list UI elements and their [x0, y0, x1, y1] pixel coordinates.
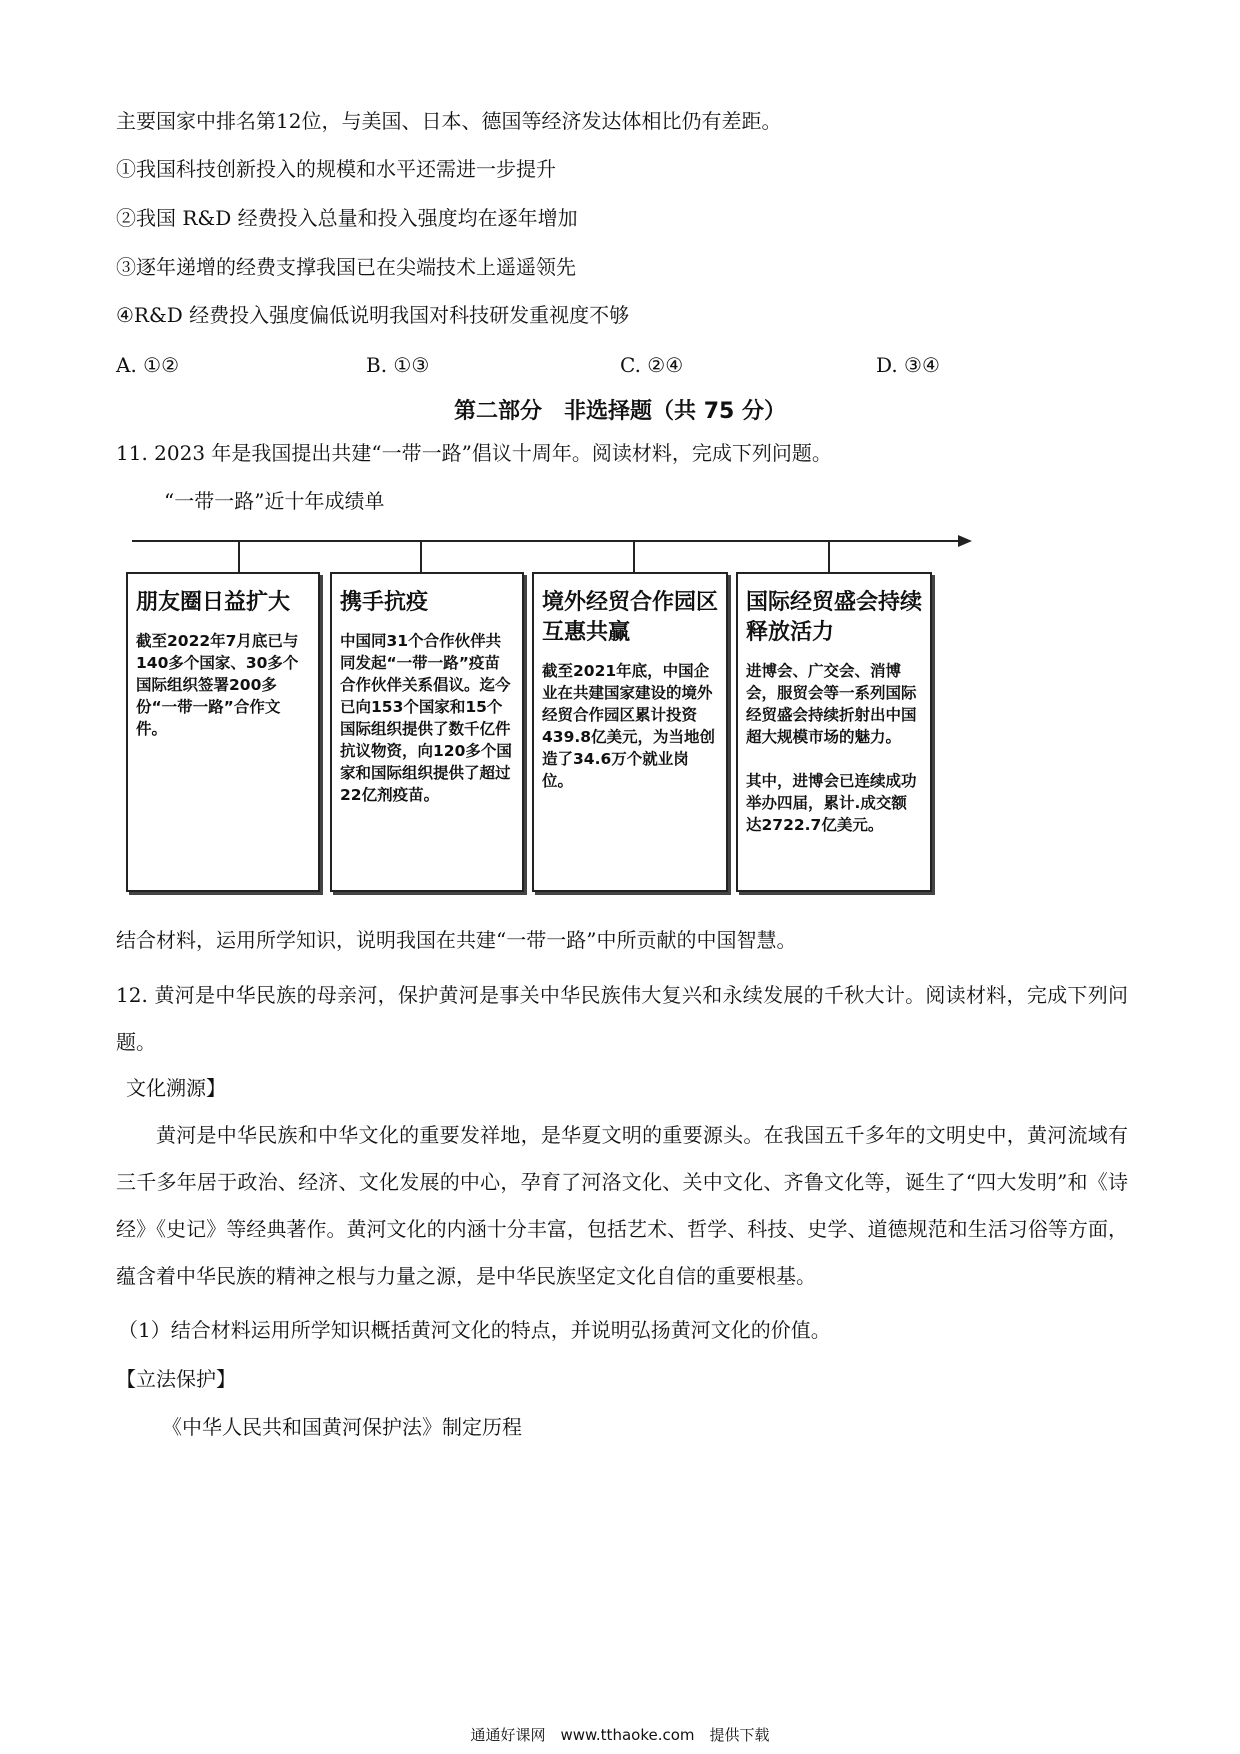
achievement-card: [736, 572, 932, 892]
achievement-card: [330, 572, 524, 892]
q10-statement-4: ④R&D 经费投入强度偏低说明我国对科技研发重视度不够: [116, 303, 630, 327]
q10-text-line: 主要国家中排名第12位，与美国、日本、德国等经济发达体相比仍有差距。: [116, 109, 782, 133]
card-body: 中国同31个合作伙伴共同发起“一带一路”疫苗合作伙伴关系倡议。迄今已向153个国家和15个国际组织提供了数千亿件抗议物资，向120多个国家和国际组织提供了超过22亿剂疫苗。: [340, 632, 512, 804]
q10-option-b: B. ①③: [366, 353, 430, 377]
q12-stem: 12. 黄河是中华民族的母亲河，保护黄河是事关中华民族伟大复兴和永续发展的千秋大计。阅读材料，完成下列问题。: [116, 983, 1128, 1054]
timeline-tick: [238, 540, 240, 572]
q10-option-c: C. ②④: [620, 353, 684, 377]
timeline-tick: [828, 540, 830, 572]
q11-chart-title: “一带一路”近十年成绩单: [164, 489, 385, 513]
q10-statement-3: ③逐年递增的经费支撑我国已在尖端技术上遥遥领先: [116, 255, 576, 279]
q12-material-paragraph: 黄河是中华民族和中华文化的重要发祥地，是华夏文明的重要源头。在我国五千多年的文明史中，黄河流域有三千多年居于政治、经济、文化发展的中心，孕育了河洛文化、关中文化、齐鲁文化等，诞生了“四大发明”和《诗经》《史记》等经典著作。黄河文化的内涵十分丰富，包括艺术、哲学、科技、史学、道德规范和生活习俗等方面，蕴含着中华民族的精神之根与力量之源，是中华民族坚定文化自信的重要根基。: [116, 1123, 1128, 1288]
achievement-timeline: [122, 520, 982, 900]
achievement-card: [126, 572, 320, 892]
timeline-axis: [132, 540, 962, 542]
q10-statement-2: ②我国 R&D 经费投入总量和投入强度均在逐年增加: [116, 206, 578, 230]
timeline-tick: [633, 540, 635, 572]
card-body: 截至2021年底，中国企业在共建国家建设的境外经贸合作园区累计投资439.8亿美元，为当地创造了34.6万个就业岗位。: [542, 662, 716, 790]
timeline-tick: [420, 540, 422, 572]
card-title: 朋友圈日益扩大: [136, 590, 291, 615]
card-body: 截至2022年7月底已与140多个国家、30多个国际组织签署200多份“一带一路”合作文件。: [136, 632, 299, 738]
q10-statement-1: ①我国科技创新投入的规模和水平还需进一步提升: [116, 157, 556, 181]
q11-question: 结合材料，运用所学知识，说明我国在共建“一带一路”中所贡献的中国智慧。: [116, 928, 797, 952]
q12-subquestion-1: （1）结合材料运用所学知识概括黄河文化的特点，并说明弘扬黄河文化的价值。: [118, 1318, 831, 1342]
card-title: 国际经贸盛会持续释放活力: [746, 590, 923, 645]
card-body: 进博会、广交会、消博会，服贸会等一系列国际经贸盛会持续折射出中国超大规模市场的魅力。 其中，进博会已连续成功举办四届，累计.成交额达2722.7亿美元。: [746, 662, 917, 834]
q12-law-title: 《中华人民共和国黄河保护法》制定历程: [162, 1415, 522, 1439]
section-title: 第二部分 非选择题（共 75 分）: [454, 399, 786, 424]
q10-option-a: A. ①②: [116, 353, 180, 377]
q12-heading-law: 【立法保护】: [116, 1367, 236, 1391]
q10-option-d: D. ③④: [876, 353, 940, 377]
card-title: 境外经贸合作园区互惠共赢: [542, 590, 719, 645]
page-footer: 通通好课网 www.tthaoke.com 提供下载: [470, 1726, 770, 1744]
card-title: 携手抗疫: [340, 590, 429, 615]
q11-stem: 11. 2023 年是我国提出共建“一带一路”倡议十周年。阅读材料，完成下列问题。: [116, 441, 832, 465]
achievement-card: [532, 572, 728, 892]
q12-heading-culture: 文化溯源】: [126, 1076, 226, 1100]
arrow-right-icon: [958, 535, 972, 547]
